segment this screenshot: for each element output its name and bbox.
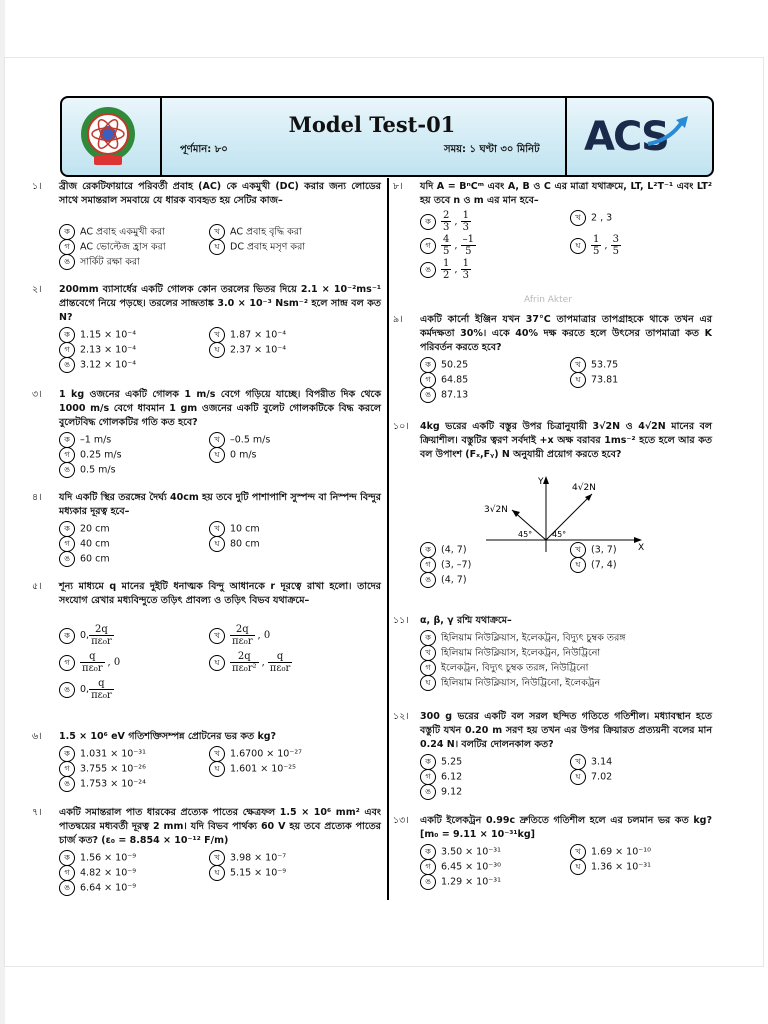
option-3[interactable] — [59, 761, 146, 777]
option-3[interactable] — [420, 769, 462, 785]
option-3[interactable] — [420, 372, 468, 388]
option-text: 3.12 × 10⁻⁴ — [80, 359, 137, 371]
option-letter-icon: গ — [59, 536, 75, 552]
fraction-numerator: 2q — [230, 651, 259, 663]
option-text: 40 cm — [80, 538, 110, 550]
fraction-numerator: 1 — [593, 234, 600, 245]
fraction — [611, 234, 621, 257]
fraction-numerator: q — [89, 678, 114, 690]
option-4[interactable] — [209, 239, 305, 255]
header-banner — [60, 96, 714, 177]
option-text: 5.25 — [441, 756, 463, 768]
option-suffix: , 0 — [107, 657, 121, 668]
option-5[interactable] — [59, 678, 114, 701]
option-5[interactable] — [420, 784, 462, 800]
option-3[interactable] — [59, 447, 122, 463]
option-text: 5.15 × 10⁻⁹ — [230, 867, 287, 879]
option-letter-icon: ঙ — [59, 776, 75, 792]
fraction-denominator: πε₀r — [232, 636, 253, 647]
option-1[interactable] — [59, 224, 165, 240]
fraction-denominator: πε₀r² — [232, 663, 257, 674]
question-text: 200mm ব্যাসার্ধের একটি গোলক কোন তরলের ভিতর দিয়ে 2.1 × 10⁻²ms⁻¹ প্রান্তবেগে নিয়ে পড়ছে। তরলের সান্দ্রতাঙ্ক 3.0 × 10⁻³ Nsm⁻² হলে সান্দ্র বল কত N? — [59, 284, 381, 323]
option-letter-icon: ঘ — [209, 865, 225, 881]
option-letter-icon: খ — [570, 844, 586, 860]
force-vector-diagram — [476, 476, 646, 556]
option-letter-icon: খ — [570, 357, 586, 373]
question-number: ৭। — [32, 807, 42, 818]
fraction-denominator: 3 — [462, 222, 469, 233]
option-3[interactable] — [420, 557, 471, 573]
option-letter-icon: ঘ — [209, 239, 225, 255]
option-letter-icon: ক — [59, 521, 75, 537]
option-text: (3, 7) — [591, 544, 617, 556]
option-letter-icon: গ — [59, 655, 75, 671]
option-1[interactable] — [420, 542, 467, 558]
option-text: (7, 4) — [591, 559, 617, 571]
option-suffix: , 0 — [257, 630, 271, 641]
fraction-denominator: 3 — [443, 222, 450, 233]
option-letter-icon: গ — [59, 239, 75, 255]
option-1[interactable] — [59, 432, 111, 448]
option-text: 1.15 × 10⁻⁴ — [80, 329, 137, 341]
option-text: হিলিয়াম নিউক্লিয়াস, নিউট্রিনো, ইলেকট্রন — [441, 677, 601, 689]
question-text: 4kg ভরের একটি বস্তুর উপর চিত্রানুযায়ী 3√2N ও 4√2N মানের বল ক্রিয়াশীল। বস্তুটির ত্বরণ সর্বদাই +x অক্ষ বরাবর 1ms⁻² হতে হলে আর কত বল উপাংশ (Fₓ,Fᵧ) N অনুযায়ী প্রয়োগ করতে হবে? — [420, 421, 712, 460]
option-letter-icon: ঘ — [570, 557, 586, 573]
option-letter-icon: ঙ — [59, 254, 75, 270]
option-text: 3.755 × 10⁻²⁶ — [80, 763, 146, 775]
option-5[interactable] — [420, 387, 468, 403]
fraction — [441, 258, 451, 281]
institution-seal-icon — [76, 104, 140, 168]
option-letter-icon: খ — [209, 850, 225, 866]
fraction-denominator: 3 — [462, 270, 469, 281]
angle-right-label: 45° — [552, 530, 567, 539]
option-letter-icon: ক — [59, 850, 75, 866]
option-text: 1.56 × 10⁻⁹ — [80, 852, 137, 864]
fraction-numerator: 1 — [462, 210, 469, 221]
option-4[interactable] — [209, 447, 256, 463]
option-letter-icon: ঘ — [570, 238, 586, 254]
question-number: ৫। — [32, 581, 42, 592]
option-text: 7.02 — [591, 771, 613, 783]
option-letter-icon: ক — [420, 844, 436, 860]
option-5[interactable] — [59, 462, 116, 478]
option-letter-icon: খ — [209, 432, 225, 448]
option-1[interactable] — [420, 844, 501, 860]
option-text: 0.25 m/s — [80, 449, 122, 461]
option-3[interactable] — [59, 342, 136, 358]
option-text: (4, 7) — [441, 574, 467, 586]
option-letter-icon: খ — [570, 754, 586, 770]
question-text: α, β, γ রশ্মি যথাক্রমে– — [420, 615, 512, 626]
option-2[interactable] — [209, 624, 273, 647]
fraction-numerator: 4 — [443, 234, 450, 245]
acs-brand-logo — [578, 110, 698, 162]
question-text: শূন্য মাধ্যমে q মানের দুইটি ধনাত্মক বিন্দু আধানকে r দূরত্বে রাখা হলো। তাদের সংযোগ রেখার মধ্যবিন্দুতে তড়িৎ প্রাবল্য ও তড়িৎ বিভব যথাক্রমে– — [59, 581, 381, 606]
option-letter-icon: ক — [420, 357, 436, 373]
option-1[interactable] — [59, 521, 110, 537]
option-3[interactable] — [420, 859, 501, 875]
question-text: 1 kg ওজনের একটি গোলক 1 m/s বেগে গড়িয়ে যাচ্ছে। বিপরীত দিক থেকে 1000 m/s বেগে ধাবমান 1 gm ওজনের একটি বুলেট গোলকটিকে বিদ্ধ করলে বুলেটবিদ্ধ গোলকটির গতি কত হবে? — [59, 389, 381, 428]
option-letter-icon: খ — [209, 224, 225, 240]
option-letter-icon: গ — [420, 238, 436, 254]
option-1[interactable] — [420, 210, 471, 233]
fraction-numerator: 2q — [89, 624, 114, 636]
option-2[interactable] — [570, 210, 612, 226]
option-text: 0 m/s — [230, 449, 257, 461]
option-text: 0, — [80, 630, 90, 641]
option-5[interactable] — [420, 572, 467, 588]
x-axis-label: X — [638, 543, 645, 553]
option-text: 1.29 × 10⁻³¹ — [441, 876, 501, 888]
option-3[interactable] — [420, 660, 588, 676]
option-2[interactable] — [570, 844, 651, 860]
question-number: ৪। — [32, 492, 42, 503]
option-5[interactable] — [420, 874, 501, 890]
fraction — [461, 258, 471, 281]
option-2[interactable] — [420, 645, 600, 661]
option-letter-icon: ক — [420, 214, 436, 230]
y-axis-label: Y — [538, 477, 544, 487]
question-text: একটি ইলেকট্রন 0.99c দ্রুতিতে গতিশীল হলে এর চলমান ভর কত kg? [m₀ = 9.11 × 10⁻³¹kg] — [420, 815, 712, 840]
option-1[interactable] — [59, 624, 114, 647]
option-letter-icon: ঘ — [420, 675, 436, 691]
force-right-label: 4√2N — [572, 483, 596, 493]
option-4[interactable] — [570, 372, 618, 388]
option-letter-icon: খ — [570, 542, 586, 558]
option-2[interactable] — [570, 754, 612, 770]
option-1[interactable] — [420, 630, 626, 646]
option-text: 53.75 — [591, 359, 619, 371]
option-3[interactable] — [59, 239, 166, 255]
option-3[interactable] — [59, 536, 110, 552]
option-5[interactable] — [59, 551, 110, 567]
question-number: ১১। — [393, 615, 409, 626]
fraction-numerator: 3 — [612, 234, 619, 245]
option-text: 1.753 × 10⁻²⁴ — [80, 778, 146, 790]
option-letter-icon: খ — [209, 327, 225, 343]
option-text: 2.37 × 10⁻⁴ — [230, 344, 287, 356]
option-text: AC প্রবাহ বৃদ্ধি করা — [230, 226, 302, 238]
fraction-denominator: πε₀r — [91, 636, 112, 647]
option-text: 20 cm — [80, 523, 110, 535]
option-text: হিলিয়াম নিউক্লিয়াস, ইলেকট্রন, নিউট্রিনো — [441, 647, 601, 659]
option-letter-icon: ঘ — [209, 761, 225, 777]
option-2[interactable] — [209, 327, 286, 343]
option-letter-icon: খ — [570, 210, 586, 226]
option-letter-icon: ঙ — [59, 357, 75, 373]
option-4[interactable] — [570, 769, 612, 785]
option-text: 9.12 — [441, 786, 463, 798]
option-letter-icon: ক — [59, 432, 75, 448]
option-text: AC প্রবাহ একমুখী করা — [80, 226, 165, 238]
fraction-numerator: q — [80, 651, 105, 663]
option-letter-icon: ঙ — [420, 387, 436, 403]
fraction-denominator: πε₀r — [82, 663, 103, 674]
fraction — [80, 651, 105, 674]
option-text: 1.36 × 10⁻³¹ — [591, 861, 651, 873]
option-4[interactable] — [209, 651, 292, 674]
option-letter-icon: ঙ — [59, 462, 75, 478]
option-letter-icon: গ — [420, 859, 436, 875]
question-text: ব্রীজ রেকটিফায়ারে পরিবর্তী প্রবাহ (AC) কে একমুখী (DC) করার জন্য লোডের সাথে সমান্তরাল সমবায়ে যে ধারক ব্যবহৃত হয় সেটির কাজ– — [59, 181, 381, 206]
option-suffix: , — [454, 264, 458, 275]
question-text: 1.5 × 10⁶ eV গতিশক্তিসম্পন্ন প্রোটনের ভর কত kg? — [59, 731, 277, 742]
option-2[interactable] — [570, 357, 618, 373]
option-text: 1.601 × 10⁻²⁵ — [230, 763, 296, 775]
fraction-denominator: 5 — [465, 246, 472, 257]
question-text: একটি কার্নো ইঞ্জিন যখন 37°C তাপমাত্রার তাপগ্রাহকে থাকে তখন এর কর্মদক্ষতা 30%। একে 40% দক্ষ করতে হলে উৎসের তাপমাত্রা কত K পরিবর্তন করতে হবে? — [420, 314, 712, 353]
fraction-denominator: πε₀r — [91, 690, 112, 701]
option-letter-icon: ক — [59, 628, 75, 644]
fraction — [461, 210, 471, 233]
fraction-numerator: 2q — [230, 624, 255, 636]
option-text: 6.12 — [441, 771, 463, 783]
option-letter-icon: ঙ — [420, 572, 436, 588]
option-5[interactable] — [59, 254, 140, 270]
option-1[interactable] — [59, 327, 136, 343]
option-2[interactable] — [209, 432, 270, 448]
option-text: 1.69 × 10⁻¹⁰ — [591, 846, 651, 858]
option-4[interactable] — [209, 536, 260, 552]
fraction-denominator: 5 — [593, 246, 600, 257]
option-4[interactable] — [570, 557, 617, 573]
question-number: ১। — [32, 181, 42, 192]
option-text: 1.031 × 10⁻³¹ — [80, 748, 146, 760]
fraction — [89, 624, 114, 647]
option-1[interactable] — [59, 746, 146, 762]
option-letter-icon: ঙ — [420, 784, 436, 800]
option-letter-icon: ঘ — [570, 769, 586, 785]
question-number: ২। — [32, 284, 42, 295]
fraction-numerator: 1 — [462, 258, 469, 269]
fraction-denominator: πε₀r — [269, 663, 291, 674]
option-text: 3.98 × 10⁻⁷ — [230, 852, 287, 864]
option-text: 50.25 — [441, 359, 469, 371]
fraction-numerator: 1 — [443, 258, 450, 269]
question-text: যদি A = BⁿCᵐ এবং A, B ও C এর মাত্রা যথাক্রমে, LT, L²T⁻¹ এবং LT² হয় তবে n ও m এর মান হবে– — [420, 181, 712, 206]
option-2[interactable] — [209, 850, 286, 866]
exam-time: সময়: ১ ঘণ্টা ৩০ মিনিট — [444, 144, 540, 155]
option-text: 64.85 — [441, 374, 469, 386]
option-4[interactable] — [209, 761, 296, 777]
question-number: ১২। — [393, 711, 409, 722]
option-letter-icon: গ — [420, 557, 436, 573]
option-letter-icon: ঙ — [420, 874, 436, 890]
fraction-denominator: 5 — [612, 246, 619, 257]
option-5[interactable] — [59, 776, 146, 792]
option-text: (4, 7) — [441, 544, 467, 556]
option-text: 6.45 × 10⁻³⁰ — [441, 861, 501, 873]
question-number: ১০। — [393, 421, 409, 432]
option-text: DC প্রবাহ মসৃণ করা — [230, 241, 306, 253]
option-text: 3.50 × 10⁻³¹ — [441, 846, 501, 858]
option-text: 6.64 × 10⁻⁹ — [80, 882, 137, 894]
option-3[interactable] — [59, 865, 136, 881]
header-divider-right — [565, 98, 567, 175]
question-text: যদি একটি স্থির তরঙ্গের দৈর্ঘ্য 40cm হয় তবে দুটি পাশাপাশি সুস্পন্দ বা নিস্পন্দ বিন্দুর মধ্যকার দূরত্ব হবে– — [59, 492, 381, 517]
option-letter-icon: ক — [59, 746, 75, 762]
option-text: 4.82 × 10⁻⁹ — [80, 867, 137, 879]
fraction — [230, 651, 259, 674]
fraction-denominator: 2 — [443, 270, 450, 281]
option-letter-icon: গ — [420, 769, 436, 785]
option-letter-icon: খ — [209, 746, 225, 762]
option-2[interactable] — [209, 521, 260, 537]
option-1[interactable] — [59, 850, 136, 866]
option-letter-icon: গ — [59, 342, 75, 358]
question-number: ৯। — [393, 314, 403, 325]
option-suffix: , — [261, 657, 265, 668]
option-letter-icon: ঙ — [59, 880, 75, 896]
option-letter-icon: ঘ — [209, 342, 225, 358]
option-text: 3.14 — [591, 756, 613, 768]
option-text: 10 cm — [230, 523, 260, 535]
option-letter-icon: ক — [59, 327, 75, 343]
fraction-denominator: 5 — [443, 246, 450, 257]
option-1[interactable] — [420, 754, 462, 770]
option-text: হিলিয়াম নিউক্লিয়াস, ইলেকট্রন, বিদ্যুৎ চুম্বক তরঙ্গ — [441, 632, 626, 644]
option-letter-icon: খ — [420, 645, 436, 661]
option-suffix: , — [454, 240, 458, 251]
option-4[interactable] — [570, 234, 621, 257]
option-text: 2 , 3 — [591, 212, 613, 224]
option-letter-icon: ঘ — [209, 447, 225, 463]
header-divider-left — [160, 98, 162, 175]
fraction-numerator: q — [268, 651, 293, 663]
option-letter-icon: গ — [420, 372, 436, 388]
fraction — [89, 678, 114, 701]
option-letter-icon: খ — [209, 521, 225, 537]
option-text: 0, — [80, 684, 90, 695]
option-4[interactable] — [209, 342, 286, 358]
option-1[interactable] — [420, 357, 468, 373]
option-suffix: , — [604, 240, 608, 251]
option-letter-icon: গ — [59, 447, 75, 463]
option-5[interactable] — [59, 357, 136, 373]
option-text: 1.87 × 10⁻⁴ — [230, 329, 287, 341]
fraction — [268, 651, 293, 674]
option-letter-icon: গ — [59, 761, 75, 777]
option-text: 87.13 — [441, 389, 469, 401]
option-letter-icon: ঙ — [59, 551, 75, 567]
question-text: 300 g ভরের একটি বল সরল ছন্দিত গতিতে গতিশীল। মধ্যাবস্থান হতে বস্তুটি যখন 0.20 m সরণ হয় তখন এর উপর ক্রিয়ারত প্রত্যয়নী বলের মান 0.24 N। বলটির দোলনকাল কত? — [420, 711, 712, 750]
option-4[interactable] — [420, 675, 600, 691]
option-letter-icon: গ — [420, 660, 436, 676]
option-letter-icon: ক — [420, 630, 436, 646]
option-letter-icon: গ — [59, 865, 75, 881]
option-letter-icon: ক — [59, 224, 75, 240]
option-text: 1.6700 × 10⁻²⁷ — [230, 748, 302, 760]
question-text: একটি সমান্তরাল পাত ধারকের প্রত্যেক পাতের ক্ষেত্রফল 1.5 × 10⁶ mm² এবং পাতদ্বয়ের মধ্যবর্তী দূরত্ব 2 mm। যদি বিভব পার্থক্য 60 V হয় তবে প্রত্যেক পাতের চার্জ কত? (ε₀ = 8.854 × 10⁻¹² F/m) — [59, 807, 381, 846]
option-letter-icon: ঘ — [570, 372, 586, 388]
option-text: 60 cm — [80, 553, 110, 565]
option-5[interactable] — [420, 258, 471, 281]
option-text: সার্কিট রক্ষা করা — [80, 256, 140, 268]
option-3[interactable] — [59, 651, 123, 674]
option-text: 2.13 × 10⁻⁴ — [80, 344, 137, 356]
option-2[interactable] — [209, 746, 302, 762]
option-letter-icon: ঙ — [59, 682, 75, 698]
force-left-label: 3√2N — [484, 505, 508, 515]
option-text: –0.5 m/s — [230, 434, 271, 446]
option-letter-icon: ঙ — [420, 262, 436, 278]
fraction — [441, 234, 451, 257]
page-title: Model Test-01 — [288, 112, 456, 137]
question-number: ৮। — [393, 181, 403, 192]
fraction — [230, 624, 255, 647]
question-number: ৩। — [32, 389, 42, 400]
option-text: AC ভোল্টেজ হ্রাস করা — [80, 241, 166, 253]
fraction-numerator: –1 — [462, 234, 474, 245]
column-divider — [387, 178, 389, 900]
option-suffix: , — [454, 216, 458, 227]
question-number: ১৩। — [393, 815, 409, 826]
fraction — [461, 234, 476, 257]
option-text: (3, –7) — [441, 559, 472, 571]
option-4[interactable] — [570, 859, 651, 875]
option-letter-icon: ঘ — [209, 536, 225, 552]
full-marks: পূর্ণমান: ৮০ — [180, 144, 228, 155]
option-text: 73.81 — [591, 374, 619, 386]
option-letter-icon: ক — [420, 542, 436, 558]
watermark: Afrin Akter — [524, 295, 572, 305]
option-letter-icon: ক — [420, 754, 436, 770]
fraction — [591, 234, 601, 257]
option-text: 0.5 m/s — [80, 464, 116, 476]
option-text: ইলেকট্রন, বিদ্যুৎ চুম্বক তরঙ্গ, নিউট্রিনো — [441, 662, 589, 674]
option-text: 80 cm — [230, 538, 260, 550]
option-2[interactable] — [209, 224, 302, 240]
fraction-numerator: 2 — [443, 210, 450, 221]
option-letter-icon: ঘ — [209, 655, 225, 671]
question-number: ৬। — [32, 731, 42, 742]
option-letter-icon: ঘ — [570, 859, 586, 875]
angle-left-label: 45° — [518, 530, 533, 539]
option-4[interactable] — [209, 865, 286, 881]
option-text: –1 m/s — [80, 434, 112, 446]
option-5[interactable] — [59, 880, 136, 896]
fraction — [441, 210, 451, 233]
brand-text: ACS — [584, 114, 668, 160]
option-3[interactable] — [420, 234, 476, 257]
option-letter-icon: খ — [209, 628, 225, 644]
